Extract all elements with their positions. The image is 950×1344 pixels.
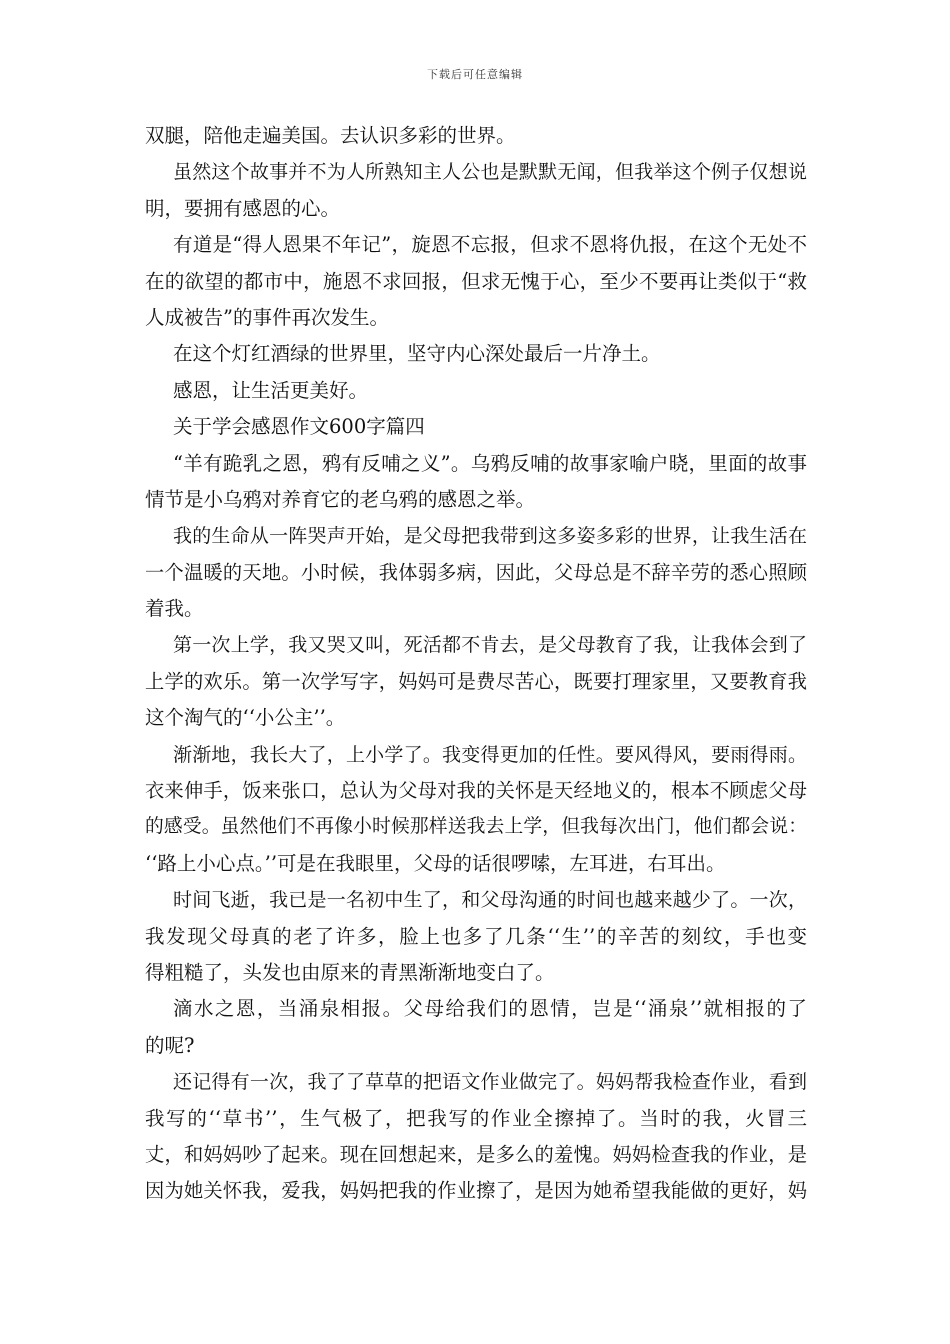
text-line: 我发现父母真的老了许多，脸上也多了几条‘‘生’’的辛苦的刻纹，手也变 — [145, 924, 807, 948]
text-line: 上学的欢乐。第一次学写字，妈妈可是费尽苦心，既要打理家里，又要教育我 — [145, 669, 807, 693]
text-line: 着我。 — [145, 597, 204, 621]
text-line: 的感受。虽然他们不再像小时候那样送我去上学，但我每次出门，他们都会说： — [145, 816, 807, 838]
text-line: 关于学会感恩作文600字篇四 — [173, 415, 425, 439]
text-line: 得粗糙了，头发也由原来的青黑渐渐地变白了。 — [145, 960, 555, 984]
text-line: ‘‘路上小心点。’’可是在我眼里，父母的话很啰嗦，左耳进，右耳出。 — [145, 851, 726, 875]
text-line: 在的欲望的都市中，施恩不求回报，但求无愧于心，至少不要再让类似于“救 — [145, 269, 807, 293]
text-line: 的呢? — [145, 1033, 195, 1057]
text-line: 还记得有一次，我了了草草的把语文作业做完了。妈妈帮我检查作业，看到 — [173, 1071, 807, 1094]
text-line: 滴水之恩，当涌泉相报。父母给我们的恩情，岂是‘‘涌泉’’就相报的了 — [173, 997, 807, 1021]
text-line: 衣来伸手，饭来张口，总认为父母对我的关怀是天经地义的，根本不顾虑父母 — [145, 779, 807, 803]
text-line: 丈，和妈妈吵了起来。现在回想起来，是多么的羞愧。妈妈检查我的作业，是 — [145, 1142, 807, 1166]
text-line: 因为她关怀我，爱我，妈妈把我的作业擦了，是因为她希望我能做的更好，妈 — [145, 1179, 807, 1203]
text-line: 虽然这个故事并不为人所熟知主人公也是默默无闻，但我举这个例子仅想说 — [173, 161, 807, 184]
text-line: 这个淘气的‘‘小公主’’。 — [145, 706, 346, 730]
text-line: 情节是小乌鸦对养育它的老乌鸦的感恩之举。 — [145, 487, 536, 511]
text-line: 感恩，让生活更美好。 — [173, 378, 369, 402]
text-line: 有道是“得人恩果不年记”，旋恩不忘报，但求不恩将仇报，在这个无处不 — [173, 233, 807, 257]
text-line: 渐渐地，我长大了，上小学了。我变得更加的任性。要风得风，要雨得雨。 — [173, 743, 807, 766]
text-line: 我写的‘‘草书’’，生气极了，把我写的作业全擦掉了。当时的我，火冒三 — [145, 1106, 807, 1130]
text-line: “羊有跪乳之恩，鸦有反哺之义”。乌鸦反哺的故事家喻户晓，里面的故事 — [173, 451, 807, 475]
page-header: 下载后可任意编辑 — [427, 68, 523, 81]
text-line: 我的生命从一阵哭声开始，是父母把我带到这多姿多彩的世界，让我生活在 — [173, 525, 807, 548]
document-body — [145, 118, 807, 1210]
text-line: 明，要拥有感恩的心。 — [145, 196, 341, 220]
text-line: 双腿，陪他走遍美国。去认识多彩的世界。 — [145, 124, 516, 147]
text-line: 一个温暖的天地。小时候，我体弱多病，因此，父母总是不辞辛劳的悉心照顾 — [145, 560, 807, 584]
text-line: 人成被告”的事件再次发生。 — [145, 305, 389, 329]
text-line: 在这个灯红酒绿的世界里，坚守内心深处最后一片净土。 — [173, 342, 661, 366]
text-line: 第一次上学，我又哭又叫，死活都不肯去，是父母教育了我，让我体会到了 — [173, 634, 807, 657]
text-line: 时间飞逝，我已是一名初中生了，和父母沟通的时间也越来越少了。一次， — [173, 889, 807, 912]
